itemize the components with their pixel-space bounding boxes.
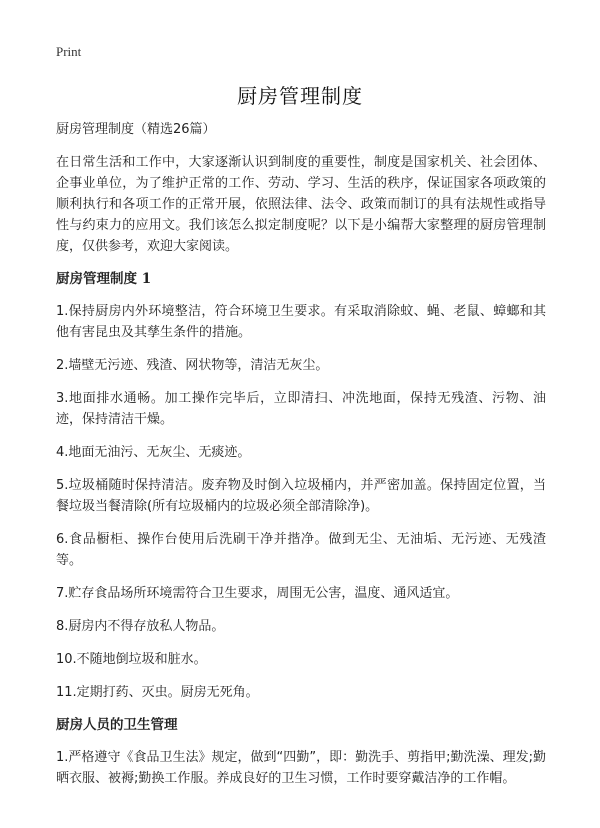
list-item: 4.地面无油污、无灰尘、无痰迹。: [56, 445, 251, 460]
section-heading-2: 厨房人员的卫生管理: [56, 717, 178, 733]
list-item: 2.墙壁无污迹、残渣、网状物等，清洁无灰尘。: [56, 358, 329, 373]
list-item: 10.不随地倒垃圾和脏水。: [56, 652, 207, 667]
list-item: 3.地面排水通畅。加工操作完毕后，立即清扫、冲洗地面，保持无残渣、污物、油迹，保持清洁干燥。: [56, 391, 546, 427]
list-item: 5.垃圾桶随时保持清洁。废弃物及时倒入垃圾桶内，并严密加盖。保持固定位置，当餐垃圾当餐清除(所有垃圾桶内的垃圾必须全部清除净)。: [56, 478, 546, 514]
list-item: 11.定期打药、灭虫。厨房无死角。: [56, 685, 259, 700]
list-item: 6.食品橱柜、操作台使用后洗刷干净并揩净。做到无尘、无油垢、无污迹、无残渣等。: [56, 532, 546, 568]
section-heading-1: 厨房管理制度 1: [56, 271, 152, 287]
list-item: 1.保持厨房内外环境整洁，符合环境卫生要求。有采取消除蚊、蝇、老鼠、蟑螂和其他有害昆虫及其孳生条件的措施。: [56, 304, 546, 340]
print-link[interactable]: Print: [56, 44, 82, 59]
document-content: [56, 120, 546, 801]
list-item: 7.贮存食品场所环境需符合卫生要求，周围无公害，温度、通风适宜。: [56, 586, 459, 601]
document-subtitle: 厨房管理制度（精选26篇）: [56, 122, 216, 137]
list-item: 8.厨房内不得存放私人物品。: [56, 619, 225, 634]
list-item: 1.严格遵守《食品卫生法》规定，做到“四勤”，即：勤洗手、剪指甲;勤洗澡、理发;勤晒衣服、被褥;勤换工作服。养成良好的卫生习惯，工作时要穿戴洁净的工作帽。: [56, 750, 546, 786]
page-title: 厨房管理制度: [237, 84, 363, 108]
intro-paragraph: 在日常生活和工作中，大家逐渐认识到制度的重要性，制度是国家机关、社会团体、企事业单位，为了维护正常的工作、劳动、学习、生活的秩序，保证国家各项政策的顺利执行和各项工作的正常开展，依照法律、法令、政策而制订的具有法规性或指导性与约束力的应用文。我们该怎么拟定制度呢？以下是小编帮大家整理的厨房管理制度，仅供参考，欢迎大家阅读。: [56, 155, 546, 254]
